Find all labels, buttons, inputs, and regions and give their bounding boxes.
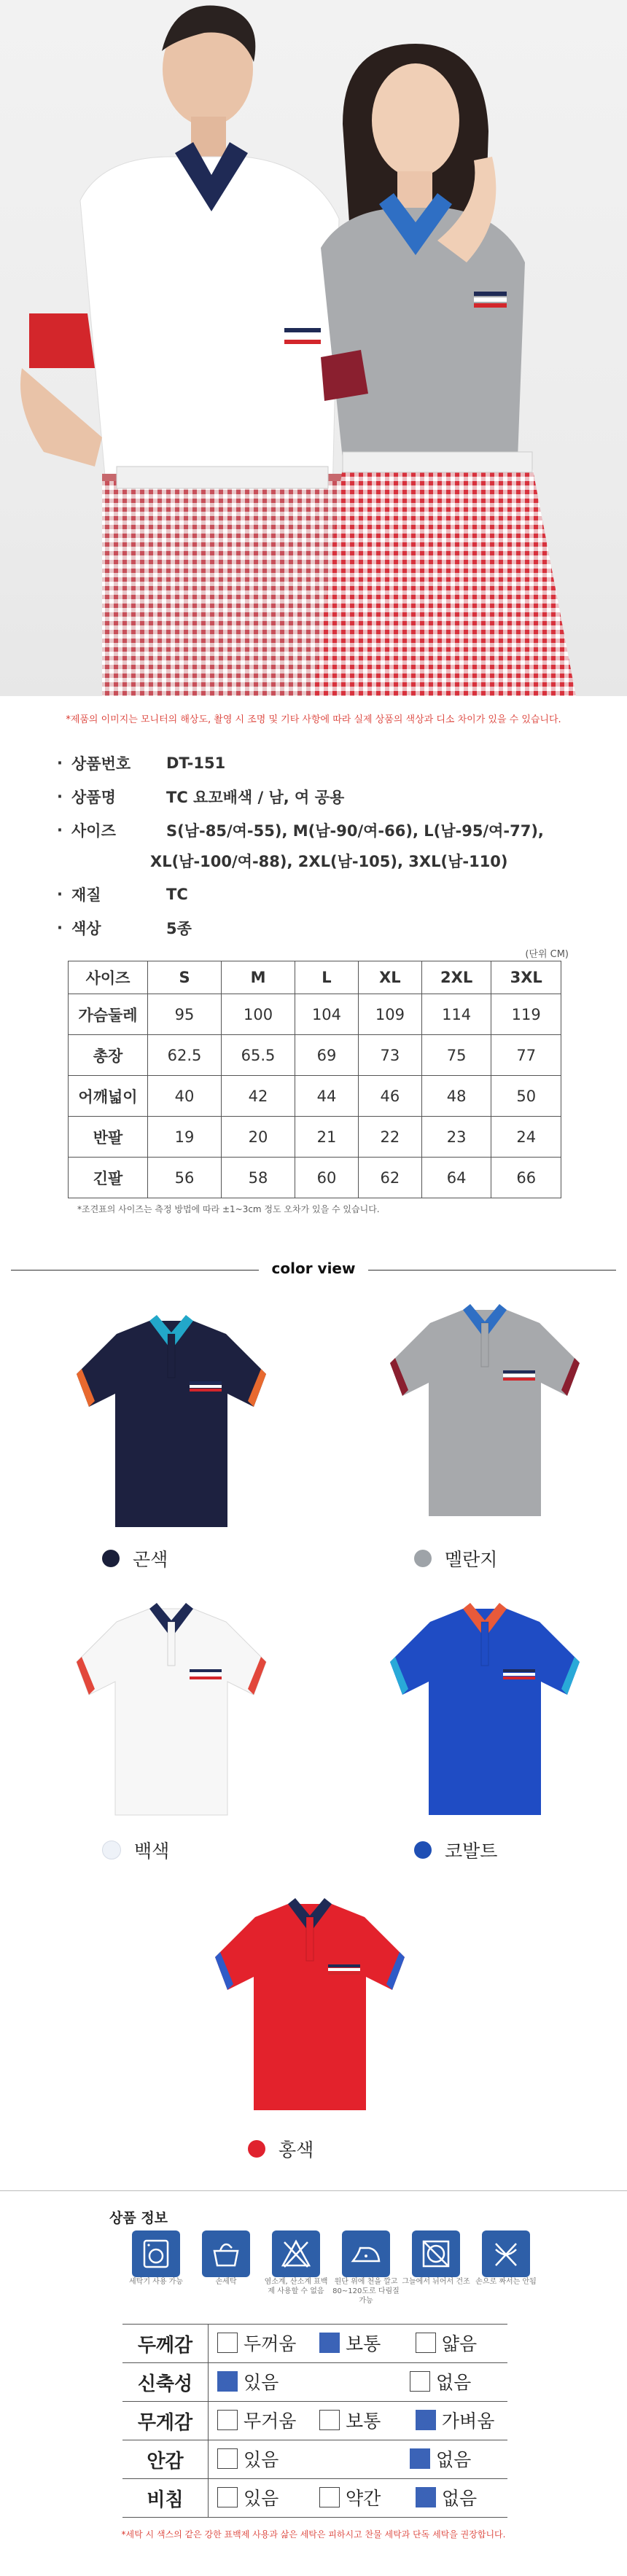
option-label: 가벼움 — [441, 2411, 495, 2432]
polo-shirt-illustration — [204, 1888, 416, 2114]
size-table — [68, 961, 561, 1198]
header-cell: S — [148, 961, 222, 994]
table-row — [69, 1117, 561, 1158]
table-row — [122, 2363, 507, 2402]
care-caption: 염소계, 산소계 표백제 사용할 수 없음 — [264, 2278, 328, 2295]
color-name: 백색 — [134, 1841, 170, 1862]
option-yes[interactable] — [217, 2484, 305, 2510]
care-footnote: *세탁 시 색스의 같은 강한 표백제 사용과 삶은 세탁은 피하시고 찬물 세탁과 단독 세탁을 권장합니다. — [121, 2529, 506, 2540]
color-option-melange[interactable] — [414, 1545, 497, 1572]
table-cell: 24 — [491, 1117, 561, 1158]
option-normal[interactable] — [319, 2407, 401, 2433]
option-cell — [209, 2479, 508, 2518]
row-header: 안감 — [122, 2440, 209, 2479]
option-label: 무거움 — [244, 2411, 297, 2432]
table-row — [122, 2479, 507, 2518]
polo-shirt-illustration — [66, 1305, 277, 1531]
option-yes[interactable] — [217, 2368, 395, 2394]
option-label: 두꺼움 — [244, 2333, 297, 2354]
table-row — [69, 994, 561, 1035]
spec-colors — [57, 917, 192, 939]
table-cell: 119 — [491, 994, 561, 1035]
no-tumble-dry-icon — [412, 2230, 460, 2277]
option-no[interactable] — [410, 2446, 471, 2472]
fabric-info-table — [122, 2324, 507, 2518]
table-row — [122, 2440, 507, 2479]
table-cell: 46 — [358, 1076, 421, 1117]
option-no[interactable] — [416, 2484, 477, 2510]
option-cell — [209, 2440, 508, 2479]
option-label: 얇음 — [441, 2333, 478, 2354]
table-cell: 73 — [358, 1035, 421, 1076]
checkbox[interactable] — [217, 2410, 238, 2430]
size-table-note: *조견표의 사이즈는 측정 방법에 따라 ±1~3cm 정도 오차가 있을 수 있습니다. — [77, 1204, 380, 1214]
table-cell: 21 — [295, 1117, 359, 1158]
size-table-header — [69, 961, 561, 994]
table-cell: 56 — [148, 1158, 222, 1198]
option-label: 있음 — [244, 2488, 279, 2509]
header-cell: XL — [358, 961, 421, 994]
row-header: 반팔 — [69, 1117, 148, 1158]
header-cell: L — [295, 961, 359, 994]
shirt-melange — [379, 1294, 591, 1523]
checkbox[interactable] — [217, 2371, 238, 2392]
shirt-white — [66, 1593, 277, 1822]
checkbox[interactable] — [319, 2487, 340, 2507]
care-caption: 손으로 짜서는 안됨 — [475, 2278, 537, 2286]
option-heavy[interactable] — [217, 2407, 305, 2433]
option-no[interactable] — [410, 2368, 471, 2394]
option-yes[interactable] — [217, 2446, 395, 2472]
polo-shirt-illustration — [379, 1294, 591, 1520]
table-cell: 23 — [421, 1117, 491, 1158]
table-cell: 104 — [295, 994, 359, 1035]
checkbox[interactable] — [217, 2448, 238, 2469]
option-cell — [209, 2325, 508, 2363]
care-item — [471, 2230, 541, 2306]
option-cell — [209, 2363, 508, 2402]
spec-label: 색상 — [71, 920, 101, 937]
care-item — [401, 2230, 471, 2306]
row-header: 신축성 — [122, 2363, 209, 2402]
spec-bullet: · — [57, 754, 63, 772]
color-swatch — [102, 1841, 121, 1859]
care-caption: 그늘에서 뉘어서 건조 — [402, 2278, 470, 2286]
table-cell: 109 — [358, 994, 421, 1035]
care-icons — [121, 2230, 541, 2306]
color-option-red[interactable] — [248, 2136, 314, 2162]
header-cell: 3XL — [491, 961, 561, 994]
table-cell: 20 — [222, 1117, 295, 1158]
table-cell: 40 — [148, 1076, 222, 1117]
care-item — [121, 2230, 191, 2306]
color-name: 멜란지 — [445, 1549, 498, 1570]
divider — [0, 2190, 627, 2191]
table-cell: 62.5 — [148, 1035, 222, 1076]
table-row — [122, 2402, 507, 2440]
table-cell: 62 — [358, 1158, 421, 1198]
table-cell: 75 — [421, 1035, 491, 1076]
option-cell — [209, 2402, 508, 2440]
models-illustration — [0, 0, 627, 696]
checkbox[interactable] — [319, 2333, 340, 2353]
table-cell: 69 — [295, 1035, 359, 1076]
table-cell: 60 — [295, 1158, 359, 1198]
table-cell: 64 — [421, 1158, 491, 1198]
image-color-notice: *제품의 이미지는 모니터의 해상도, 촬영 시 조명 및 기타 사항에 따라 실제 상품의 색상과 디소 차이가 있을 수 있습니다. — [66, 714, 561, 725]
spec-value: DT-151 — [166, 754, 226, 772]
row-header: 어깨넓이 — [69, 1076, 148, 1117]
option-label: 없음 — [435, 2372, 472, 2393]
color-swatch — [414, 1841, 432, 1859]
checkbox[interactable] — [416, 2333, 436, 2353]
spec-bullet: · — [57, 788, 63, 805]
product-info-title: 상품 정보 — [109, 2210, 168, 2226]
table-cell: 65.5 — [222, 1035, 295, 1076]
care-caption: 손세탁 — [215, 2278, 237, 2286]
checkbox[interactable] — [416, 2410, 436, 2430]
row-header: 비침 — [122, 2479, 209, 2518]
option-label: 보통 — [345, 2333, 381, 2354]
care-caption: 원단 위에 천을 깔고 80~120도로 다림질 가능 — [332, 2278, 400, 2305]
table-cell: 44 — [295, 1076, 359, 1117]
iron-icon — [342, 2230, 390, 2277]
option-thin[interactable] — [416, 2330, 477, 2356]
header-cell: 사이즈 — [69, 961, 148, 994]
care-item — [261, 2230, 331, 2306]
shirt-red — [204, 1888, 416, 2117]
table-cell: 58 — [222, 1158, 295, 1198]
care-caption: 세탁기 사용 가능 — [129, 2278, 183, 2286]
row-header: 긴팔 — [69, 1158, 148, 1198]
checkbox[interactable] — [319, 2410, 340, 2430]
header-cell: M — [222, 961, 295, 994]
no-dry-clean-icon — [482, 2230, 530, 2277]
spec-value: S(남-85/여-55), M(남-90/여-66), L(남-95/여-77), — [166, 822, 544, 840]
checkbox[interactable] — [410, 2371, 430, 2392]
table-cell: 77 — [491, 1035, 561, 1076]
row-header: 총장 — [69, 1035, 148, 1076]
option-slight[interactable] — [319, 2484, 401, 2510]
checkbox[interactable] — [416, 2487, 436, 2507]
table-cell: 19 — [148, 1117, 222, 1158]
spec-size — [57, 819, 544, 841]
color-swatch — [102, 1550, 120, 1567]
table-row — [69, 1158, 561, 1198]
spec-label: 재질 — [71, 886, 101, 904]
shirt-cobalt — [379, 1593, 591, 1822]
checkbox[interactable] — [217, 2487, 238, 2507]
hand-wash-icon — [202, 2230, 250, 2277]
option-normal[interactable] — [319, 2330, 401, 2356]
table-cell: 22 — [358, 1117, 421, 1158]
row-header: 무게감 — [122, 2402, 209, 2440]
checkbox[interactable] — [217, 2333, 238, 2353]
color-name: 홍색 — [279, 2139, 314, 2161]
spec-label: 상품명 — [71, 789, 116, 806]
no-bleach-icon — [272, 2230, 320, 2277]
spec-value: TC — [166, 886, 188, 903]
spec-material — [57, 883, 188, 905]
shirt-navy — [66, 1305, 277, 1534]
size-unit-label: (단위 CM) — [525, 949, 569, 960]
table-cell: 50 — [491, 1076, 561, 1117]
option-label: 약간 — [345, 2488, 381, 2509]
spec-bullet: · — [57, 886, 63, 903]
header-cell: 2XL — [421, 961, 491, 994]
table-row — [122, 2325, 507, 2363]
spec-product-number — [57, 752, 225, 774]
table-cell: 95 — [148, 994, 222, 1035]
option-label: 보통 — [345, 2411, 381, 2432]
checkbox[interactable] — [410, 2448, 430, 2469]
option-label: 없음 — [435, 2449, 472, 2470]
option-label: 없음 — [441, 2488, 478, 2509]
row-header: 두께감 — [122, 2325, 209, 2363]
table-row — [69, 1076, 561, 1117]
option-thick[interactable] — [217, 2330, 305, 2356]
row-header: 가슴둘레 — [69, 994, 148, 1035]
option-label: 있음 — [244, 2449, 279, 2470]
spec-product-name — [57, 786, 344, 808]
color-swatch — [248, 2140, 265, 2158]
spec-size-continued: XL(남-100/여-88), 2XL(남-105), 3XL(남-110) — [150, 853, 508, 870]
option-light[interactable] — [416, 2407, 494, 2433]
color-name: 곤색 — [133, 1549, 168, 1570]
table-cell: 66 — [491, 1158, 561, 1198]
color-option-cobalt[interactable] — [414, 1837, 497, 1863]
table-row — [69, 1035, 561, 1076]
color-option-white[interactable] — [102, 1837, 169, 1863]
table-cell: 48 — [421, 1076, 491, 1117]
table-cell: 114 — [421, 994, 491, 1035]
care-item — [331, 2230, 401, 2306]
spec-label: 사이즈 — [71, 822, 116, 840]
spec-bullet: · — [57, 919, 63, 937]
hero-photo — [0, 0, 627, 696]
spec-value: 5종 — [166, 920, 192, 937]
color-option-navy[interactable] — [102, 1545, 168, 1572]
polo-shirt-illustration — [379, 1593, 591, 1819]
polo-shirt-illustration — [66, 1593, 277, 1819]
table-cell: 100 — [222, 994, 295, 1035]
color-name: 코발트 — [445, 1841, 498, 1862]
color-swatch — [414, 1550, 432, 1567]
option-label: 있음 — [244, 2372, 279, 2393]
color-view-title: color view — [271, 1260, 356, 1277]
spec-value: TC 요꼬배색 / 남, 여 공용 — [166, 789, 345, 806]
spec-label: 상품번호 — [71, 755, 131, 773]
care-item — [191, 2230, 261, 2306]
washing-machine-icon — [132, 2230, 180, 2277]
table-cell: 42 — [222, 1076, 295, 1117]
spec-bullet: · — [57, 821, 63, 839]
